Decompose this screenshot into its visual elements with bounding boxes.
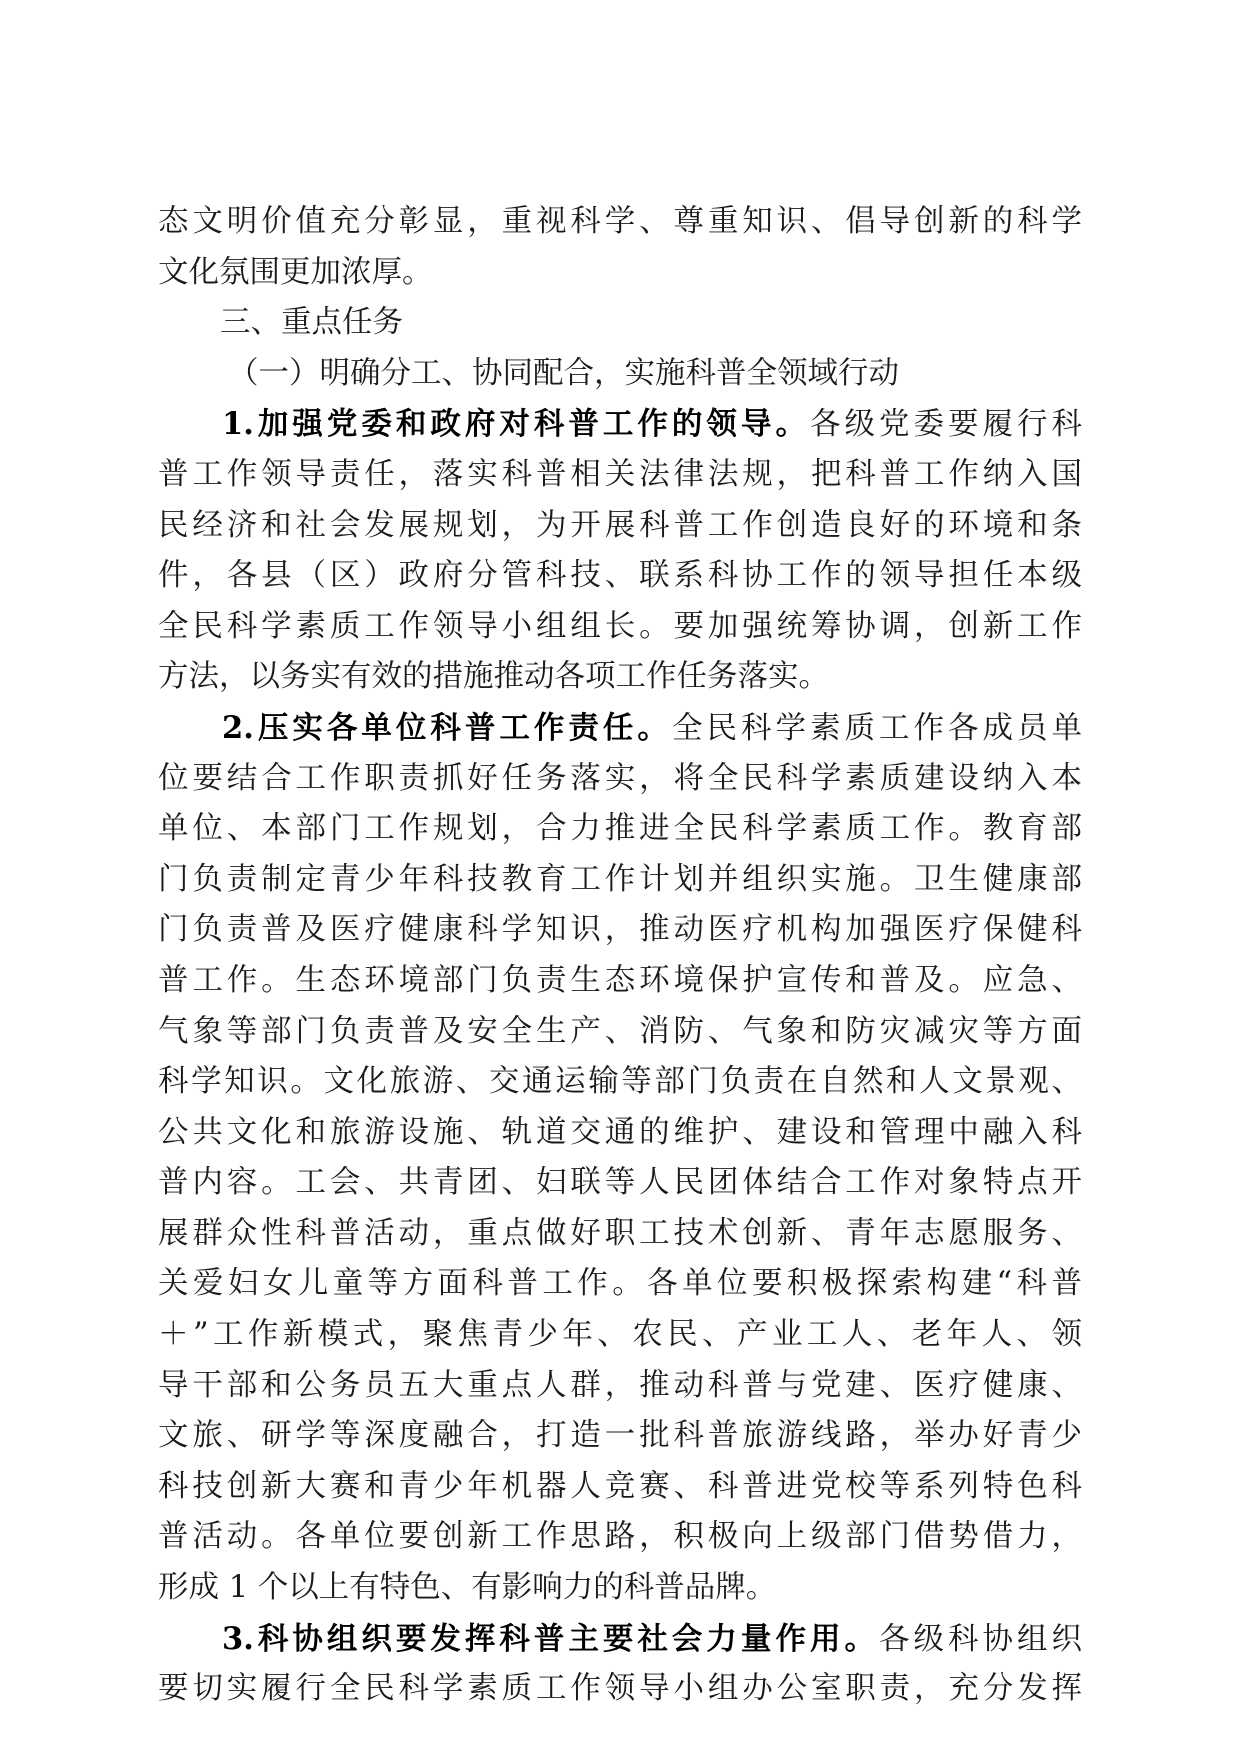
text-line: 全民科学素质工作领导小组组长。要加强统筹协调，创新工作 — [158, 608, 1082, 644]
item-first-line — [158, 703, 1082, 754]
document-body — [158, 197, 1082, 1715]
text-line: 民经济和社会发展规划，为开展科普工作创造良好的环境和条 — [158, 507, 1082, 543]
text-line: 气象等部门负责普及安全生产、消防、气象和防灾减灾等方面 — [158, 1013, 1082, 1049]
item-first-line-text: 全民科学素质工作各成员单 — [671, 710, 1083, 746]
subsection-heading: （一）明确分工、协同配合，实施科普全领域行动 — [228, 355, 899, 391]
item-first-line-text: 各级党委要履行科 — [809, 407, 1082, 443]
text-line: 文化氛围更加浓厚。 — [158, 254, 433, 290]
item-first-line — [158, 1614, 1082, 1665]
text-line: 公共文化和旅游设施、轨道交通的维护、建设和管理中融入科 — [158, 1114, 1082, 1150]
text-line: 普活动。各单位要创新工作思路，积极向上级部门借势借力， — [158, 1519, 1082, 1555]
text-line: 方法，以务实有效的措施推动各项工作任务落实。 — [158, 659, 829, 695]
item-lead: 2.压实各单位科普工作责任。 — [222, 709, 672, 746]
text-line: 科学知识。文化旅游、交通运输等部门负责在自然和人文景观、 — [158, 1064, 1082, 1100]
text-line: 普工作领导责任，落实科普相关法律法规，把科普工作纳入国 — [158, 456, 1082, 492]
text-line: 导干部和公务员五大重点人群，推动科普与党建、医疗健康、 — [158, 1367, 1082, 1403]
text-line: 要切实履行全民科学素质工作领导小组办公室职责，充分发挥 — [158, 1671, 1082, 1707]
text-line: 普内容。工会、共青团、妇联等人民团体结合工作对象特点开 — [158, 1165, 1082, 1201]
item-lead: 3.科协组织要发挥科普主要社会力量作用。 — [222, 1620, 879, 1657]
text-line: 件，各县（区）政府分管科技、联系科协工作的领导担任本级 — [158, 558, 1082, 594]
text-line: 形成 1 个以上有特色、有影响力的科普品牌。 — [158, 1570, 777, 1606]
task-item-1 — [158, 399, 1082, 703]
text-line: 门负责制定青少年科技教育工作计划并组织实施。卫生健康部 — [158, 861, 1082, 897]
item-lead: 1.加强党委和政府对科普工作的领导。 — [222, 406, 810, 443]
text-line: 位要结合工作职责抓好任务落实，将全民科学素质建设纳入本 — [158, 760, 1082, 796]
text-line: 普工作。生态环境部门负责生态环境保护宣传和普及。应急、 — [158, 962, 1082, 998]
task-item-2 — [158, 703, 1082, 1614]
text-line: 态文明价值充分彰显，重视科学、尊重知识、倡导创新的科学 — [158, 204, 1082, 239]
item-first-line-text: 各级科协组织 — [878, 1621, 1083, 1657]
text-line: ＋”工作新模式，聚焦青少年、农民、产业工人、老年人、领 — [158, 1317, 1082, 1353]
task-item-3 — [158, 1614, 1082, 1715]
text-line: 关爱妇女儿童等方面科普工作。各单位要积极探索构建“科普 — [158, 1266, 1082, 1302]
text-line: 展群众性科普活动，重点做好职工技术创新、青年志愿服务、 — [158, 1215, 1082, 1251]
text-line: 科技创新大赛和青少年机器人竞赛、科普进党校等系列特色科 — [158, 1468, 1082, 1504]
item-first-line — [158, 399, 1082, 450]
text-line: 门负责普及医疗健康科学知识，推动医疗机构加强医疗保健科 — [158, 912, 1082, 948]
text-line: 单位、本部门工作规划，合力推进全民科学素质工作。教育部 — [158, 811, 1082, 847]
continuation-paragraph — [158, 197, 1082, 298]
text-line: 文旅、研学等深度融合，打造一批科普旅游线路，举办好青少 — [158, 1418, 1082, 1454]
section-heading: 三、重点任务 — [220, 305, 403, 341]
